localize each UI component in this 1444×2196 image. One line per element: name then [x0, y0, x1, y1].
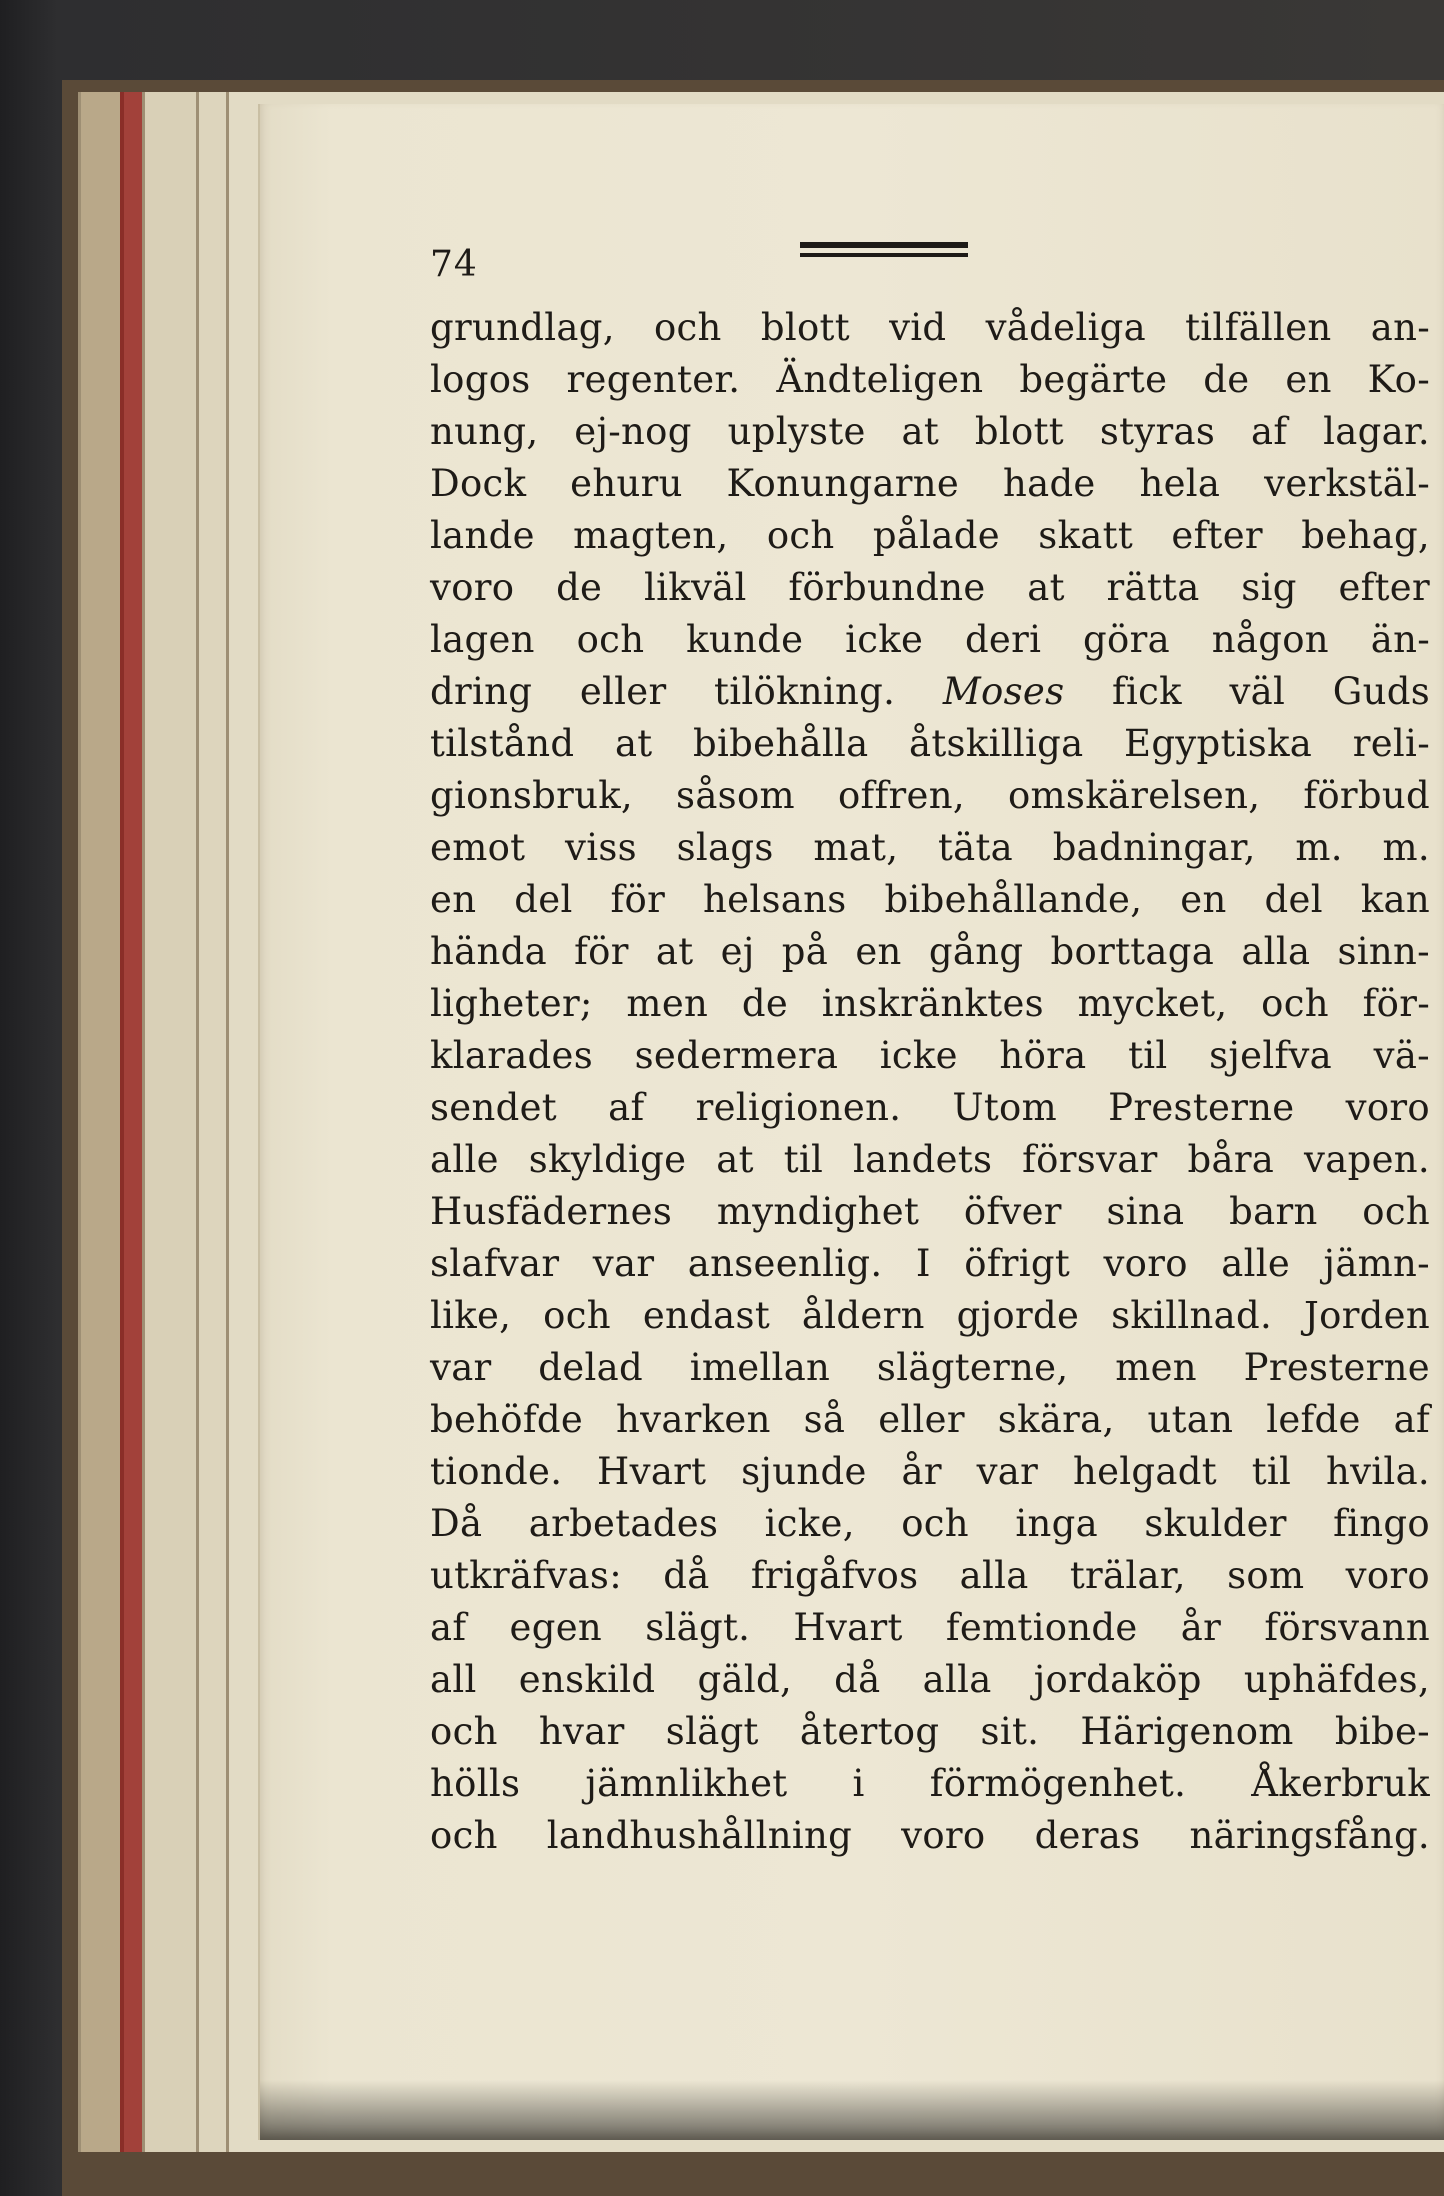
text-line: sendet af religionen. Utom Presterne voro	[430, 1086, 1430, 1129]
rule-bar	[800, 253, 968, 257]
text-line: alle skyldige at til landets försvar båra vapen.	[430, 1138, 1430, 1181]
text-line: lande magten, och pålade skatt efter behag,	[430, 514, 1430, 557]
text-line	[430, 666, 1430, 718]
text-segment: dring eller tilökning.	[430, 670, 896, 713]
header-rule	[800, 242, 968, 262]
text-line: hända för at ej på en gång borttaga alla sinn-	[430, 930, 1430, 973]
text-line: Dock ehuru Konungarne hade hela verkstäl-	[430, 462, 1430, 505]
text-line: like, och endast åldern gjorde skillnad. Jorden	[430, 1294, 1430, 1337]
book-page	[258, 104, 1444, 2140]
text-line: tilstånd at bibehålla åtskilliga Egyptiska reli-	[430, 722, 1430, 765]
italic-name: Moses	[942, 670, 1065, 713]
text-line: utkräfvas: då frigåfvos alla trälar, som voro	[430, 1554, 1430, 1597]
text-line: af egen slägt. Hvart femtionde år försvann	[430, 1606, 1430, 1649]
text-line: all enskild gäld, då alla jordaköp uphäfdes,	[430, 1658, 1430, 1701]
text-line: och hvar slägt återtog sit. Härigenom bibe-	[430, 1710, 1430, 1753]
text-line: slafvar var anseenlig. I öfrigt voro alle jämn-	[430, 1242, 1430, 1285]
page-bottom-shadow	[260, 2080, 1444, 2140]
text-line: gionsbruk, såsom offren, omskärelsen, förbud	[430, 774, 1430, 817]
text-line: hölls jämnlikhet i förmögenhet. Åkerbruk	[430, 1762, 1430, 1805]
text-line: Då arbetades icke, och inga skulder fingo	[430, 1502, 1430, 1545]
text-line: och landhushållning voro deras näringsfång.	[430, 1814, 1430, 1857]
text-line: nung, ej-nog uplyste at blott styras af lagar.	[430, 410, 1430, 453]
text-line: var delad imellan slägterne, men Presterne	[430, 1346, 1430, 1389]
text-line: behöfde hvarken så eller skära, utan lefde af	[430, 1398, 1430, 1441]
body-text	[430, 302, 1430, 1862]
rule-bar	[800, 242, 968, 248]
text-line: klarades sedermera icke höra til sjelfva vä-	[430, 1034, 1430, 1077]
text-line: en del för helsans bibehållande, en del kan	[430, 878, 1430, 921]
text-line: Husfädernes myndighet öfver sina barn och	[430, 1190, 1430, 1233]
text-line: ligheter; men de inskränktes mycket, och för-	[430, 982, 1430, 1025]
page-number: 74	[430, 244, 478, 285]
text-line: tionde. Hvart sjunde år var helgadt til hvila.	[430, 1450, 1430, 1493]
text-line: lagen och kunde icke deri göra någon än-	[430, 618, 1430, 661]
text-line: logos regenter. Ändteligen begärte de en Ko-	[430, 358, 1430, 401]
text-line: voro de likväl förbundne at rätta sig efter	[430, 566, 1430, 609]
text-segment: fick väl Guds	[1064, 670, 1431, 713]
text-line: grundlag, och blott vid vådeliga tilfällen an-	[430, 306, 1430, 349]
text-line: emot viss slags mat, täta badningar, m. m.	[430, 826, 1430, 869]
